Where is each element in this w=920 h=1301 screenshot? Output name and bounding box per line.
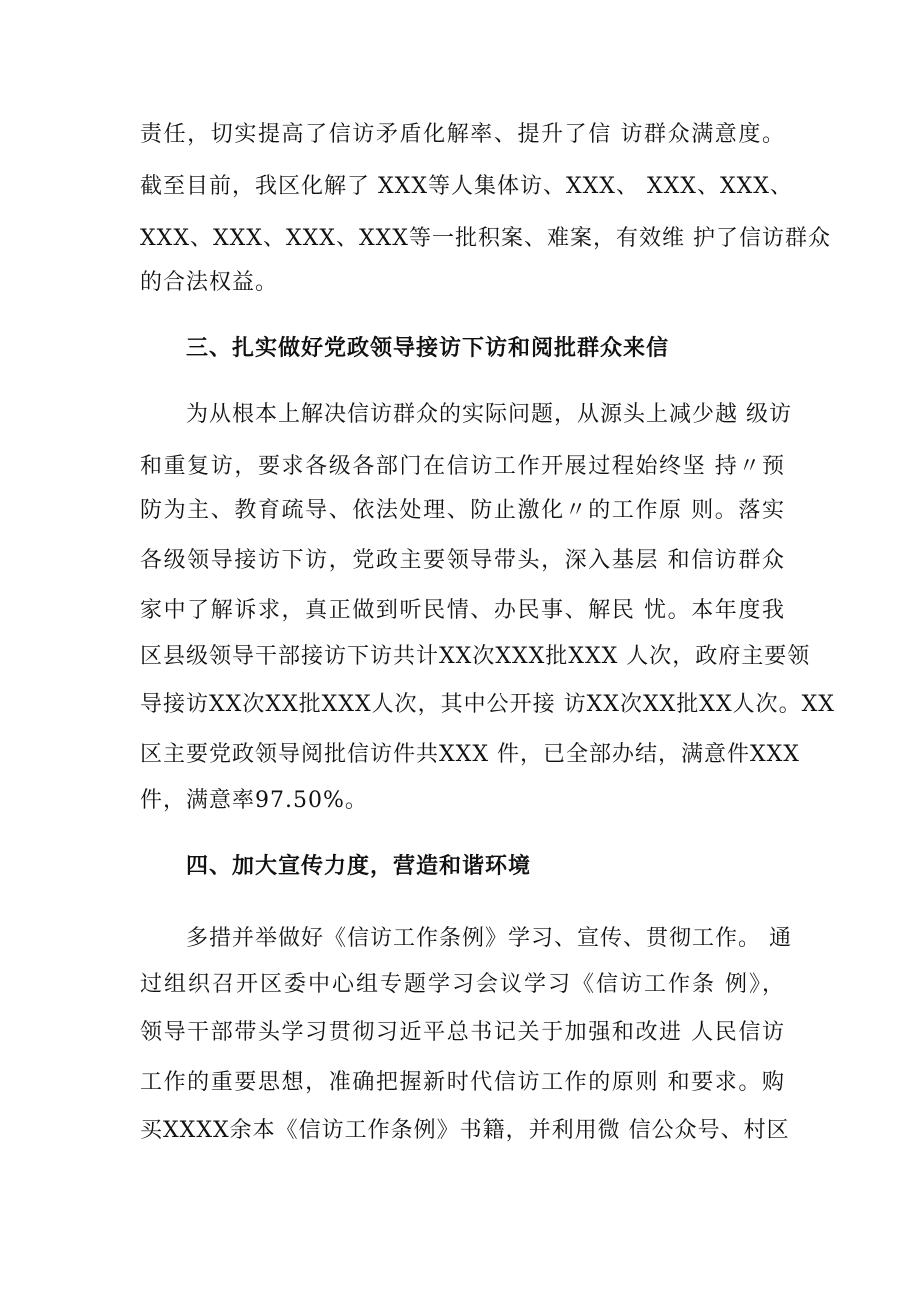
text-line: 截至目前，我区化解了 XXX等人集体访、XXX、 XXX、XXX、 <box>140 174 793 199</box>
text-line: 区县级领导干部接访下访共计XX次XXX批XXX 人次，政府主要领 <box>140 644 811 669</box>
text-line: 的合法权益。 <box>140 270 279 295</box>
text-line: 领导干部带头学习贯彻习近平总书记关于加强和改进 人民信访 <box>140 1020 785 1045</box>
text-line: 区主要党政领导阅批信访件共XXX 件，已全部办结，满意件XXX <box>140 742 800 767</box>
text-line: 家中了解诉求，真正做到听民情、办民事、解民 忧。本年度我 <box>140 598 785 623</box>
text-line: XXX、XXX、XXX、XXX等一批积案、难案，有效维 护了信访群众 <box>140 226 831 251</box>
section-heading-4: 四、加大宣传力度，营造和谐环境 <box>186 854 532 879</box>
text-line: 责任，切实提高了信访矛盾化解率、提升了信 访群众满意度。 <box>140 122 785 147</box>
text-line: 买XXXX余本《信访工作条例》书籍，并利用微 信公众号、村区 <box>140 1118 790 1143</box>
text-line: 防为主、教育疏导、依法处理、防止激化〃的工作原 则。落实 <box>140 498 785 523</box>
text-line: 多措并举做好《信访工作条例》学习、宣传、贯彻工作。 通 <box>186 926 792 951</box>
text-line: 和重复访，要求各级各部门在信访工作开展过程始终坚 持〃预 <box>140 454 785 479</box>
text-line: 为从根本上解决信访群众的实际问题，从源头上减少越 级访 <box>186 402 792 427</box>
text-line: 过组织召开区委中心组专题学习会议学习《信访工作条 例》， <box>140 972 785 997</box>
text-line: 件，满意率97.50%。 <box>140 788 368 813</box>
text-line: 工作的重要思想，准确把握新时代信访工作的原则 和要求。购 <box>140 1070 785 1095</box>
text-line: 各级领导接访下访，党政主要领导带头，深入基层 和信访群众 <box>140 548 785 573</box>
section-heading-3: 三、扎实做好党政领导接访下访和阅批群众来信 <box>186 336 670 361</box>
text-line: 导接访XX次XX批XXX人次，其中公开接 访XX次XX批XX人次。XX <box>140 692 835 717</box>
